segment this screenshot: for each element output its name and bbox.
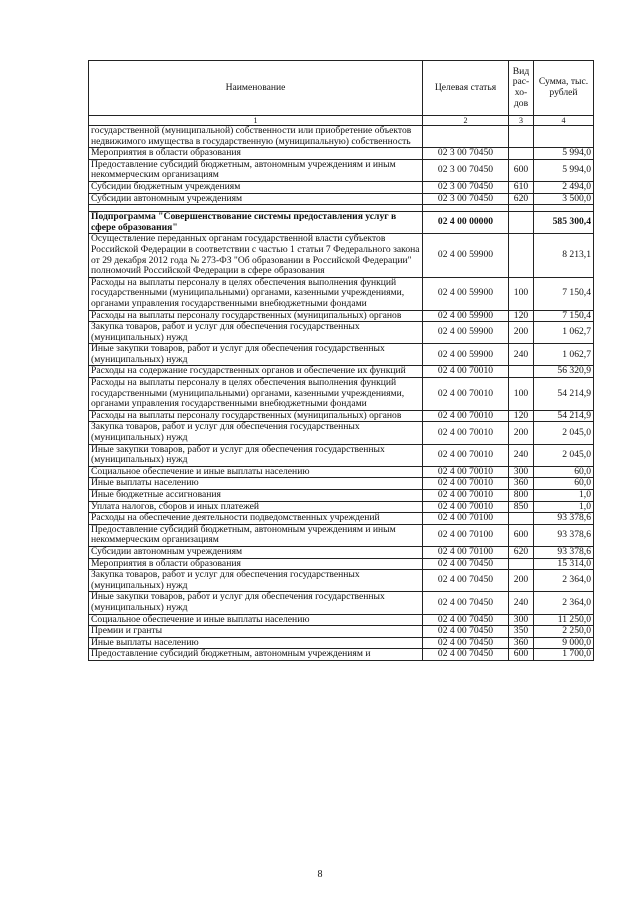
table-row	[89, 626, 594, 638]
row-vid-cell: 100	[509, 378, 534, 411]
table-row	[89, 546, 594, 558]
row-code-cell: 02 3 00 70450	[423, 148, 509, 160]
row-name-cell: Расходы на выплаты персоналу государственных (муниципальных) органов	[89, 410, 423, 422]
row-code-cell: 02 4 00 70010	[423, 501, 509, 513]
row-vid-cell: 200	[509, 422, 534, 444]
document-page	[88, 60, 593, 661]
row-code-cell: 02 4 00 70450	[423, 558, 509, 570]
row-vid-cell	[509, 513, 534, 525]
row-name-cell: Мероприятия в области образования	[89, 558, 423, 570]
row-name-cell: Иные закупки товаров, работ и услуг для обеспечения государственных (муниципальных) нужд	[89, 444, 423, 466]
column-number: 3	[509, 116, 534, 126]
row-code-cell: 02 3 00 70450	[423, 181, 509, 193]
column-number: 4	[534, 116, 594, 126]
table-row	[89, 444, 594, 466]
row-code-cell: 02 4 00 70010	[423, 490, 509, 502]
row-sum-cell: 585 300,4	[534, 212, 594, 234]
row-vid-cell: 620	[509, 546, 534, 558]
budget-table	[88, 60, 594, 661]
row-code-cell: 02 4 00 70450	[423, 592, 509, 614]
table-row	[89, 501, 594, 513]
row-vid-cell	[509, 212, 534, 234]
row-name-cell: Уплата налогов, сборов и иных платежей	[89, 501, 423, 513]
table-row	[89, 148, 594, 160]
row-code-cell	[423, 205, 509, 212]
row-sum-cell: 1,0	[534, 501, 594, 513]
table-row	[89, 378, 594, 411]
row-sum-cell: 15 314,0	[534, 558, 594, 570]
table-row	[89, 490, 594, 502]
row-name-cell: Расходы на обеспечение деятельности подведомственных учреждений	[89, 513, 423, 525]
row-sum-cell: 11 250,0	[534, 614, 594, 626]
table-row	[89, 649, 594, 661]
table-row	[89, 570, 594, 592]
row-sum-cell: 56 320,9	[534, 366, 594, 378]
row-vid-cell: 350	[509, 626, 534, 638]
row-sum-cell: 7 150,4	[534, 310, 594, 322]
row-vid-cell: 300	[509, 466, 534, 478]
header-code: Целевая статья	[423, 61, 509, 116]
row-sum-cell: 1 062,7	[534, 344, 594, 366]
row-vid-cell: 240	[509, 444, 534, 466]
row-sum-cell: 5 994,0	[534, 159, 594, 181]
row-vid-cell: 200	[509, 322, 534, 344]
row-sum-cell: 2 494,0	[534, 181, 594, 193]
row-code-cell: 02 4 00 70010	[423, 366, 509, 378]
table-row	[89, 277, 594, 310]
row-sum-cell: 60,0	[534, 478, 594, 490]
row-sum-cell: 2 045,0	[534, 444, 594, 466]
row-vid-cell: 600	[509, 159, 534, 181]
table-row	[89, 344, 594, 366]
table-row	[89, 478, 594, 490]
row-vid-cell: 240	[509, 592, 534, 614]
row-code-cell: 02 4 00 59900	[423, 344, 509, 366]
row-vid-cell	[509, 234, 534, 277]
row-code-cell: 02 4 00 70450	[423, 637, 509, 649]
row-sum-cell: 1,0	[534, 490, 594, 502]
row-sum-cell: 93 378,6	[534, 513, 594, 525]
row-code-cell: 02 3 00 70450	[423, 193, 509, 205]
row-sum-cell: 54 214,9	[534, 378, 594, 411]
row-vid-cell: 360	[509, 478, 534, 490]
row-code-cell: 02 4 00 70100	[423, 513, 509, 525]
row-code-cell: 02 4 00 70450	[423, 614, 509, 626]
row-vid-cell	[509, 558, 534, 570]
table-row	[89, 366, 594, 378]
row-vid-cell: 610	[509, 181, 534, 193]
table-row	[89, 422, 594, 444]
row-code-cell: 02 4 00 59900	[423, 277, 509, 310]
row-sum-cell: 60,0	[534, 466, 594, 478]
row-vid-cell: 120	[509, 310, 534, 322]
row-code-cell: 02 4 00 70450	[423, 626, 509, 638]
row-vid-cell: 200	[509, 570, 534, 592]
page-number: 8	[317, 869, 323, 880]
row-code-cell: 02 4 00 70450	[423, 570, 509, 592]
row-name-cell: Иные бюджетные ассигнования	[89, 490, 423, 502]
row-name-cell: Расходы на выплаты персоналу государственных (муниципальных) органов	[89, 310, 423, 322]
row-vid-cell: 360	[509, 637, 534, 649]
row-name-cell: Социальное обеспечение и иные выплаты населению	[89, 614, 423, 626]
row-code-cell: 02 3 00 70450	[423, 159, 509, 181]
row-vid-cell: 600	[509, 649, 534, 661]
row-name-cell: Мероприятия в области образования	[89, 148, 423, 160]
row-code-cell: 02 4 00 59900	[423, 234, 509, 277]
row-name-cell: Осуществление переданных органам государственной власти субъектов Российской Федерации в соответствии с частью 1 статьи 7 Федерального закона от 29 декабря 2012 года № 273-ФЗ "Об образовании в Российской Федерации" полномочий Российской Федерации в сфере образования	[89, 234, 423, 277]
row-name-cell: Расходы на содержание государственных органов и обеспечение их функций	[89, 366, 423, 378]
row-code-cell: 02 4 00 70010	[423, 410, 509, 422]
row-sum-cell: 2 364,0	[534, 570, 594, 592]
row-name-cell: Закупка товаров, работ и услуг для обеспечения государственных (муниципальных) нужд	[89, 322, 423, 344]
row-code-cell: 02 4 00 70100	[423, 546, 509, 558]
row-name-cell: Иные закупки товаров, работ и услуг для обеспечения государственных (муниципальных) нужд	[89, 344, 423, 366]
row-sum-cell: 7 150,4	[534, 277, 594, 310]
row-code-cell: 02 4 00 70010	[423, 444, 509, 466]
table-row	[89, 322, 594, 344]
row-name-cell: Премии и гранты	[89, 626, 423, 638]
row-code-cell: 02 4 00 70450	[423, 649, 509, 661]
column-number: 2	[423, 116, 509, 126]
row-name-cell: Подпрограмма "Совершенствование системы предоставления услуг в сфере образования"	[89, 212, 423, 234]
row-name-cell: Субсидии бюджетным учреждениям	[89, 181, 423, 193]
row-vid-cell	[509, 148, 534, 160]
row-sum-cell: 5 994,0	[534, 148, 594, 160]
row-name-cell: Иные выплаты населению	[89, 637, 423, 649]
row-vid-cell: 600	[509, 524, 534, 546]
header-sum: Сумма, тыс. рублей	[534, 61, 594, 116]
row-sum-cell: 1 700,0	[534, 649, 594, 661]
row-vid-cell	[509, 126, 534, 148]
table-row	[89, 193, 594, 205]
row-sum-cell: 93 378,6	[534, 546, 594, 558]
row-code-cell: 02 4 00 59900	[423, 322, 509, 344]
row-sum-cell: 9 000,0	[534, 637, 594, 649]
table-row	[89, 524, 594, 546]
row-sum-cell: 93 378,6	[534, 524, 594, 546]
table-row	[89, 513, 594, 525]
row-vid-cell: 800	[509, 490, 534, 502]
row-name-cell: Закупка товаров, работ и услуг для обеспечения государственных (муниципальных) нужд	[89, 570, 423, 592]
row-name-cell: Предоставление субсидий бюджетным, автономным учреждениям и иным некоммерческим организациям	[89, 524, 423, 546]
column-number: 1	[89, 116, 423, 126]
table-row	[89, 410, 594, 422]
row-code-cell: 02 4 00 70010	[423, 466, 509, 478]
row-sum-cell: 54 214,9	[534, 410, 594, 422]
row-vid-cell	[509, 205, 534, 212]
row-name-cell: Расходы на выплаты персоналу в целях обеспечения выполнения функций государственными (муниципальными) органами, казенными учреждениями, органами управления государственными внебюджетными фондами	[89, 378, 423, 411]
table-row	[89, 212, 594, 234]
header-vid: Вид рас-хо-дов	[509, 61, 534, 116]
row-name-cell: Субсидии автономным учреждениям	[89, 546, 423, 558]
row-vid-cell: 240	[509, 344, 534, 366]
row-name-cell: Субсидии автономным учреждениям	[89, 193, 423, 205]
row-code-cell: 02 4 00 00000	[423, 212, 509, 234]
row-sum-cell	[534, 205, 594, 212]
row-code-cell: 02 4 00 70010	[423, 378, 509, 411]
row-code-cell: 02 4 00 70010	[423, 422, 509, 444]
row-name-cell: Закупка товаров, работ и услуг для обеспечения государственных (муниципальных) нужд	[89, 422, 423, 444]
row-vid-cell: 850	[509, 501, 534, 513]
row-code-cell: 02 4 00 70010	[423, 478, 509, 490]
row-code-cell: 02 4 00 59900	[423, 310, 509, 322]
row-vid-cell: 620	[509, 193, 534, 205]
table-row	[89, 310, 594, 322]
row-vid-cell	[509, 366, 534, 378]
row-name-cell: Предоставление субсидий бюджетным, автономным учреждениям и	[89, 649, 423, 661]
row-sum-cell: 2 250,0	[534, 626, 594, 638]
table-row	[89, 159, 594, 181]
table-row	[89, 234, 594, 277]
row-sum-cell: 8 213,1	[534, 234, 594, 277]
header-name: Наименование	[89, 61, 423, 116]
row-name-cell: Социальное обеспечение и иные выплаты населению	[89, 466, 423, 478]
row-name-cell: Иные закупки товаров, работ и услуг для обеспечения государственных (муниципальных) нужд	[89, 592, 423, 614]
table-row	[89, 181, 594, 193]
row-code-cell	[423, 126, 509, 148]
row-name-cell: государственной (муниципальной) собственности или приобретение объектов недвижимого имущества в государственную (муниципальную) собственность	[89, 126, 423, 148]
column-number-row	[89, 116, 594, 126]
row-sum-cell: 2 045,0	[534, 422, 594, 444]
row-name-cell: Расходы на выплаты персоналу в целях обеспечения выполнения функций государственными (муниципальными) органами, казенными учреждениями, органами управления государственными внебюджетными фондами	[89, 277, 423, 310]
row-sum-cell: 3 500,0	[534, 193, 594, 205]
table-header-row	[89, 61, 594, 116]
table-row	[89, 466, 594, 478]
row-sum-cell: 1 062,7	[534, 322, 594, 344]
table-body	[89, 126, 594, 661]
row-code-cell: 02 4 00 70100	[423, 524, 509, 546]
row-name-cell: Иные выплаты населению	[89, 478, 423, 490]
row-vid-cell: 300	[509, 614, 534, 626]
table-row	[89, 126, 594, 148]
table-row	[89, 614, 594, 626]
row-vid-cell: 100	[509, 277, 534, 310]
row-sum-cell: 2 364,0	[534, 592, 594, 614]
row-name-cell: Предоставление субсидий бюджетным, автономным учреждениям и иным некоммерческим организациям	[89, 159, 423, 181]
table-row	[89, 592, 594, 614]
table-row	[89, 558, 594, 570]
table-row	[89, 637, 594, 649]
row-vid-cell: 120	[509, 410, 534, 422]
row-sum-cell	[534, 126, 594, 148]
